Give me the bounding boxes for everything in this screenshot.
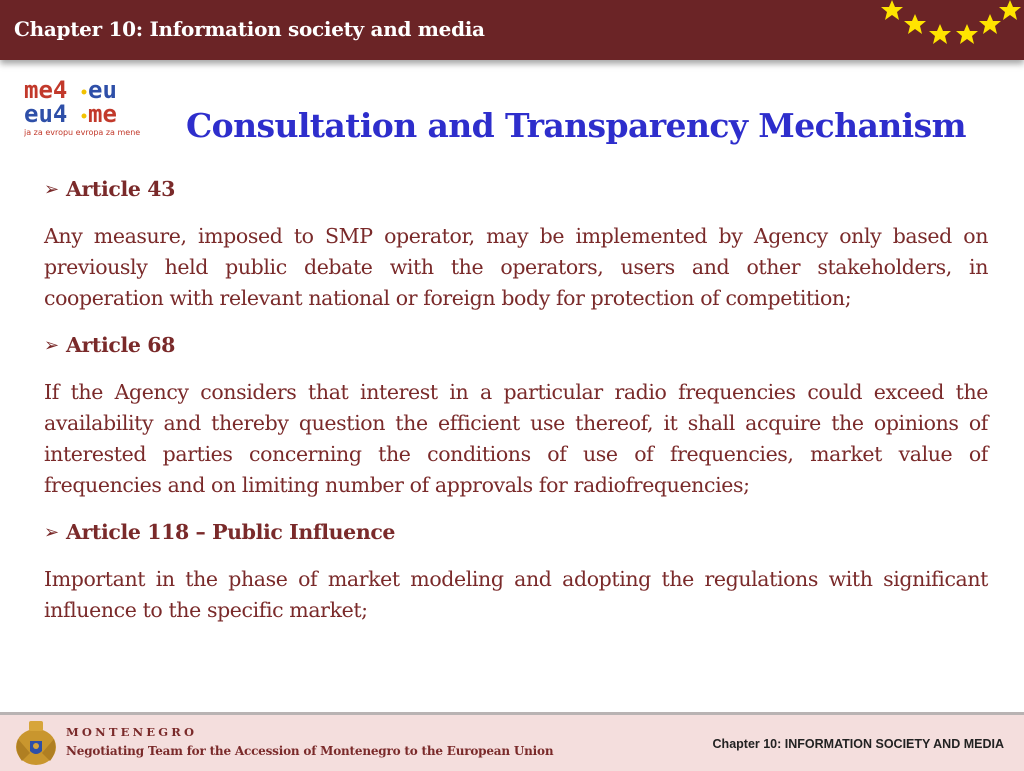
slide-title: Consultation and Transparency Mechanism xyxy=(186,106,966,145)
svg-text:me4: me4 xyxy=(24,76,68,104)
montenegro-coat-of-arms-icon xyxy=(12,717,60,769)
footer-chapter: Chapter 10: INFORMATION SOCIETY AND MEDIA xyxy=(712,737,1004,751)
eu-stars-icon xyxy=(860,0,1024,60)
footer-country: MONTENEGRO xyxy=(66,725,198,739)
header-bar xyxy=(0,0,1024,60)
svg-text:eu4: eu4 xyxy=(24,100,68,128)
article-text: Any measure, imposed to SMP operator, may be implemented by Agency only based on previously held public debate with the operators, users and other stakeholders, in cooperation with relevant national or foreign body for protection of competition; xyxy=(44,224,988,310)
svg-text:ja za evropu evropa za mene: ja za evropu evropa za mene xyxy=(24,128,141,137)
article-heading xyxy=(44,174,988,205)
slide-content xyxy=(44,174,988,642)
svg-text:eu: eu xyxy=(88,76,117,104)
article-heading xyxy=(44,330,988,361)
article-text: Important in the phase of market modeling and adopting the regulations with significant influence to the specific market; xyxy=(44,567,988,622)
arrow-bullet-icon: ➢ xyxy=(44,522,59,543)
me4eu-logo xyxy=(24,76,148,138)
me4eu-logo-graphic xyxy=(24,76,148,138)
article-heading xyxy=(44,517,988,548)
article-heading-label: Article 118 – Public Influence xyxy=(66,520,396,544)
article-heading-label: Article 68 xyxy=(66,333,175,357)
article-text: If the Agency considers that interest in a particular radio frequencies could exceed the availability and thereby question the efficient use thereof, it shall acquire the opinions of interested parties concerning the conditions of use of frequencies, market value of frequencies and on limiting number of approvals for radiofrequencies; xyxy=(44,380,988,497)
arrow-bullet-icon: ➢ xyxy=(44,335,59,356)
svg-text:me: me xyxy=(88,100,117,128)
arrow-bullet-icon: ➢ xyxy=(44,179,59,200)
article-heading-label: Article 43 xyxy=(66,177,175,201)
footer-team: Negotiating Team for the Accession of Montenegro to the European Union xyxy=(66,744,554,758)
header-title: Chapter 10: Information society and media xyxy=(14,17,485,41)
footer xyxy=(0,712,1024,771)
